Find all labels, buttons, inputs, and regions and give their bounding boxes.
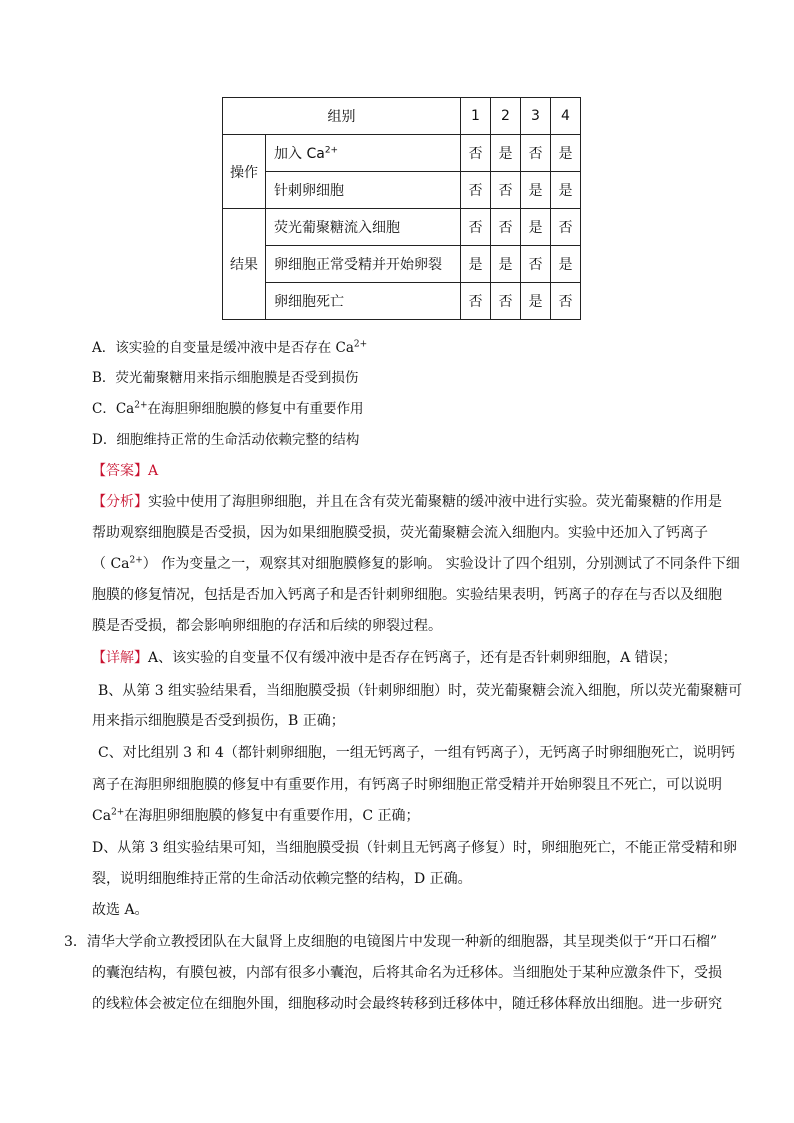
table-row: [223, 135, 581, 172]
table-row: [223, 246, 581, 283]
detail-line: 离子在海胆卵细胞膜的修复中有重要作用，有钙离子时卵细胞正常受精并开始卵裂且不死亡，可以说明: [92, 777, 722, 793]
table-cell: 否: [461, 283, 491, 320]
table-cell: 是: [551, 246, 581, 283]
table-header-row: [223, 98, 581, 135]
table-cell: 是: [551, 172, 581, 209]
table-cell: 否: [491, 283, 521, 320]
table-group-header: 组别: [223, 98, 461, 135]
column-header: 1: [461, 98, 491, 135]
table-cell: 是: [521, 172, 551, 209]
option-d: D．细胞维持正常的生命活动依赖完整的结构: [92, 432, 360, 448]
table-row: [223, 283, 581, 320]
row-label: 卵细胞死亡: [266, 283, 461, 320]
detail-line: 用来指示细胞膜是否受到损伤，B 正确；: [92, 713, 345, 729]
experiment-table: [222, 97, 581, 320]
option-a: A．该实验的自变量是缓冲液中是否存在 $Ca^{2+}$: [92, 339, 368, 356]
table-cell: 否: [551, 283, 581, 320]
column-header: 3: [521, 98, 551, 135]
table-row: [223, 209, 581, 246]
column-header: 2: [491, 98, 521, 135]
detail-line: D、从第 3 组实验结果可知，当细胞膜受损（针刺且无钙离子修复）时，卵细胞死亡，不能正常受精和卵: [92, 840, 738, 856]
analysis-line: 【分析】实验中使用了海胆卵细胞，并且在含有荧光葡聚糖的缓冲液中进行实验。荧光葡聚糖的作用是: [92, 494, 722, 510]
detail-line: 【详解】A、该实验的自变量不仅有缓冲液中是否存在钙离子，还有是否针刺卵细胞，A 错误；: [92, 650, 677, 666]
table-cell: 是: [491, 135, 521, 172]
question-3-line: 的线粒体会被定位在细胞外围，细胞移动时会最终转移到迁移体中，随迁移体释放出细胞。进一步研究: [92, 996, 722, 1012]
table-cell: 是: [551, 135, 581, 172]
table-cell: 否: [551, 209, 581, 246]
row-label: 加入 $Ca^{2+}$: [266, 135, 461, 172]
detail-line: C、对比组别 3 和 4（都针刺卵细胞，一组无钙离子，一组有钙离子），无钙离子时卵细胞死亡，说明钙: [98, 745, 735, 761]
category-cell: 操作: [223, 135, 266, 209]
answer-line: [92, 461, 732, 481]
category-cell: 结果: [223, 209, 266, 320]
answer-value: A: [148, 463, 159, 479]
table-cell: 否: [491, 209, 521, 246]
detail-line: $Ca^{2+}$在海胆卵细胞膜的修复中有重要作用，C 正确；: [92, 807, 420, 824]
column-header: 4: [551, 98, 581, 135]
analysis-line: 胞膜的修复情况，包括是否加入钙离子和是否针刺卵细胞。实验结果表明，钙离子的存在与否以及细胞: [92, 587, 722, 603]
row-label: 荧光葡聚糖流入细胞: [266, 209, 461, 246]
table-cell: 否: [461, 172, 491, 209]
row-label: 卵细胞正常受精并开始卵裂: [266, 246, 461, 283]
table-cell: 是: [491, 246, 521, 283]
conclusion-line: 故选 A。: [92, 902, 149, 918]
table-cell: 否: [521, 135, 551, 172]
analysis-tag: 【分析】: [92, 494, 148, 510]
question-3-line: 3．清华大学俞立教授团队在大鼠肾上皮细胞的电镜图片中发现一种新的细胞器，其呈现类似于“开口石榴”: [64, 934, 718, 950]
analysis-line: 膜是否受损，都会影响卵细胞的存活和后续的卵裂过程。: [92, 618, 442, 634]
option-b: B．荧光葡聚糖用来指示细胞膜是否受到损伤: [92, 370, 359, 386]
table-cell: 否: [491, 172, 521, 209]
table-cell: 否: [461, 135, 491, 172]
table-cell: 是: [461, 246, 491, 283]
analysis-line: 帮助观察细胞膜是否受损，因为如果细胞膜受损，荧光葡聚糖会流入细胞内。实验中还加入了钙离子: [92, 525, 708, 541]
analysis-line: （ $Ca^{2+}$） 作为变量之一，观察其对细胞膜修复的影响。 实验设计了四个组别，分别测试了不同条件下细: [92, 555, 740, 572]
table-cell: 是: [521, 283, 551, 320]
detail-line: B、从第 3 组实验结果看，当细胞膜受损（针刺卵细胞）时，荧光葡聚糖会流入细胞，所以荧光葡聚糖可: [98, 683, 743, 699]
detail-line: 裂，说明细胞维持正常的生命活动依赖完整的结构，D 正确。: [92, 871, 472, 887]
table-cell: 否: [461, 209, 491, 246]
answer-tag: 【答案】: [92, 463, 148, 479]
option-c: C．$Ca^{2+}$在海胆卵细胞膜的修复中有重要作用: [92, 400, 364, 417]
table-cell: 是: [521, 209, 551, 246]
question-3-line: 的囊泡结构，有膜包被，内部有很多小囊泡，后将其命名为迁移体。当细胞处于某种应激条件下，受损: [92, 965, 722, 981]
detail-tag: 【详解】: [92, 650, 148, 666]
table-row: [223, 172, 581, 209]
table-cell: 否: [521, 246, 551, 283]
row-label: 针刺卵细胞: [266, 172, 461, 209]
